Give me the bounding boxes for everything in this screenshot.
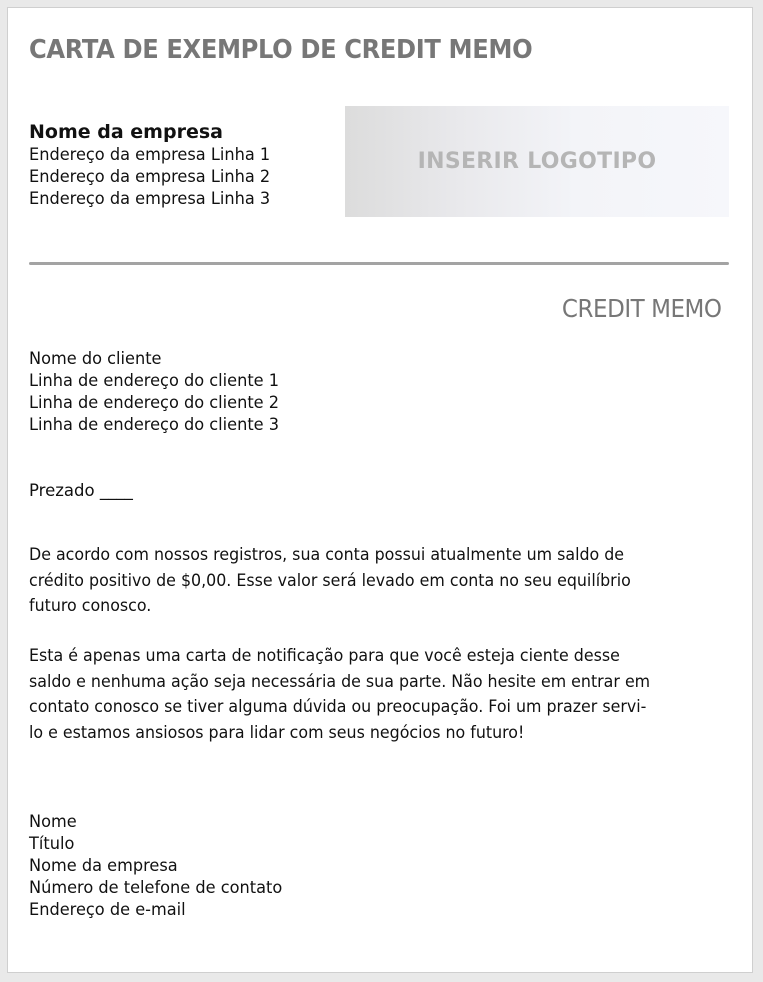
paragraph-line: crédito positivo de $0,00. Esse valor será levado em conta no seu equilíbrio bbox=[29, 570, 631, 590]
company-address-line-3: Endereço da empresa Linha 3 bbox=[29, 189, 271, 208]
paragraph-line: De acordo com nossos registros, sua conta possui atualmente um saldo de bbox=[29, 545, 625, 564]
paragraph-line: lo e estamos ansiosos para lidar com seus negócios no futuro! bbox=[29, 722, 525, 742]
body-paragraph-2 bbox=[29, 643, 729, 745]
paragraph-line: Esta é apenas uma carta de notificação para que você esteja ciente desse bbox=[29, 646, 620, 665]
signature-company: Nome da empresa bbox=[29, 856, 178, 875]
signature-title: Título bbox=[29, 834, 75, 853]
letter-page bbox=[7, 7, 753, 973]
paragraph-line: saldo e nenhuma ação seja necessária de sua parte. Não hesite em entrar em bbox=[29, 671, 651, 691]
signature-block bbox=[29, 811, 287, 921]
letter-greeting: Prezado ____ bbox=[29, 481, 133, 500]
company-name: Nome da empresa bbox=[29, 121, 223, 143]
logo-placeholder[interactable] bbox=[345, 106, 729, 217]
header-divider bbox=[29, 262, 729, 265]
client-address-line-2: Linha de endereço do cliente 2 bbox=[29, 393, 280, 412]
client-name: Nome do cliente bbox=[29, 349, 162, 368]
company-address-line-1: Endereço da empresa Linha 1 bbox=[29, 145, 271, 164]
signature-phone: Número de telefone de contato bbox=[29, 878, 283, 897]
paragraph-line: contato conosco se tiver alguma dúvida ou preocupação. Foi um prazer servi- bbox=[29, 697, 647, 716]
credit-memo-label: CREDIT MEMO bbox=[562, 294, 722, 323]
client-address-line-1: Linha de endereço do cliente 1 bbox=[29, 371, 280, 390]
document-title: CARTA DE EXEMPLO DE CREDIT MEMO bbox=[29, 35, 533, 65]
signature-name: Nome bbox=[29, 812, 77, 831]
body-paragraph-1 bbox=[29, 542, 729, 619]
client-address-line-3: Linha de endereço do cliente 3 bbox=[29, 415, 280, 434]
company-block bbox=[29, 120, 275, 210]
client-block bbox=[29, 348, 284, 436]
company-address-line-2: Endereço da empresa Linha 2 bbox=[29, 167, 271, 186]
logo-placeholder-text: INSERIR LOGOTIPO bbox=[417, 149, 657, 174]
paragraph-line: futuro conosco. bbox=[29, 596, 152, 615]
signature-email: Endereço de e-mail bbox=[29, 900, 186, 919]
